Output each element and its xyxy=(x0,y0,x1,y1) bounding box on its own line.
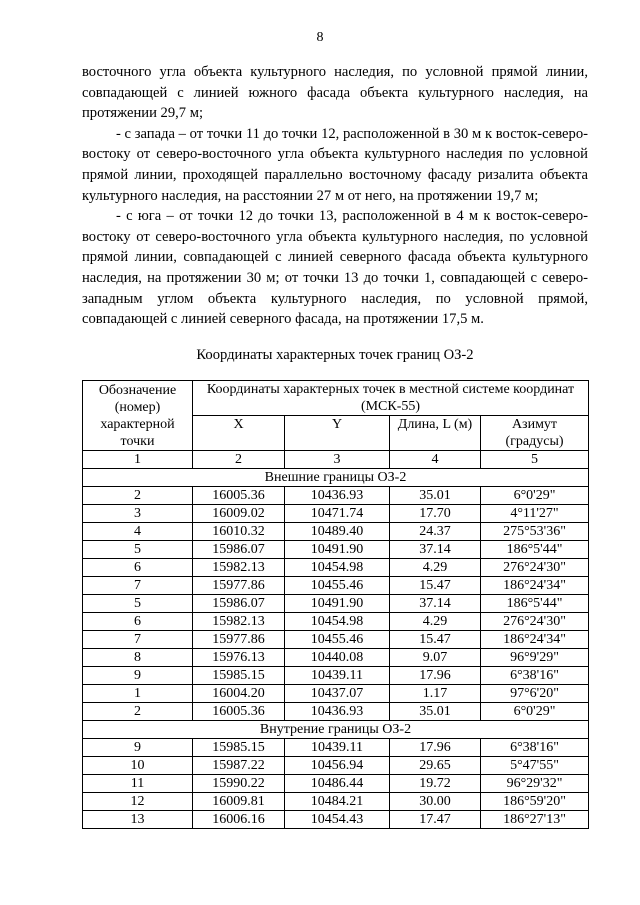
table-cell: 10439.11 xyxy=(285,739,390,757)
table-cell: 17.96 xyxy=(390,739,481,757)
table-cell: 30.00 xyxy=(390,793,481,811)
table-cell: 10471.74 xyxy=(285,505,390,523)
table-body xyxy=(83,451,589,829)
table-cell: 1 xyxy=(83,685,193,703)
column-index-row xyxy=(83,451,589,469)
table-cell: 12 xyxy=(83,793,193,811)
table-row xyxy=(83,811,589,829)
table-cell: 10436.93 xyxy=(285,703,390,721)
table-cell: 17.70 xyxy=(390,505,481,523)
table-cell: 3 xyxy=(285,451,390,469)
table-row xyxy=(83,559,589,577)
table-cell: 10491.90 xyxy=(285,595,390,613)
table-cell: 10484.21 xyxy=(285,793,390,811)
table-cell: 15977.86 xyxy=(193,631,285,649)
table-cell: 15986.07 xyxy=(193,541,285,559)
table-cell: 1 xyxy=(83,451,193,469)
table-cell: 4.29 xyxy=(390,613,481,631)
table-cell: 3 xyxy=(83,505,193,523)
table-cell: 15987.22 xyxy=(193,757,285,775)
table-cell: 276°24'30" xyxy=(481,613,589,631)
table-caption: Координаты характерных точек границ ОЗ-2 xyxy=(196,347,474,363)
table-cell: 10489.40 xyxy=(285,523,390,541)
table-cell: 2 xyxy=(83,487,193,505)
table-cell: 186°5'44" xyxy=(481,595,589,613)
table-cell: 6°0'29" xyxy=(481,487,589,505)
table-row xyxy=(83,775,589,793)
table-cell: 15976.13 xyxy=(193,649,285,667)
table-cell: 5 xyxy=(83,595,193,613)
table-cell: 276°24'30" xyxy=(481,559,589,577)
table-cell: 96°29'32" xyxy=(481,775,589,793)
header-point-designation: Обозначение (номер) характерной точки xyxy=(83,381,193,451)
table-cell: 186°24'34" xyxy=(481,631,589,649)
table-cell: 9.07 xyxy=(390,649,481,667)
table-cell: 10455.46 xyxy=(285,577,390,595)
table-cell: 10456.94 xyxy=(285,757,390,775)
table-cell: 15977.86 xyxy=(193,577,285,595)
table-cell: 16004.20 xyxy=(193,685,285,703)
section-inner-boundaries xyxy=(83,721,589,739)
table-row xyxy=(83,505,589,523)
table-cell: 6°38'16" xyxy=(481,739,589,757)
table-cell: 16005.36 xyxy=(193,487,285,505)
table-header-row xyxy=(83,381,589,416)
table-cell: 19.72 xyxy=(390,775,481,793)
paragraph-continuation: восточного угла объекта культурного наследия, по условной прямой линии, совпадающей с линией южного фасада объекта культурного наследия, на протяжении 29,7 м; xyxy=(82,64,588,122)
table-cell: 7 xyxy=(83,631,193,649)
body-text xyxy=(82,62,588,330)
table-cell: 10454.98 xyxy=(285,559,390,577)
table-cell: 24.37 xyxy=(390,523,481,541)
table-cell: 15990.22 xyxy=(193,775,285,793)
header-x: X xyxy=(193,416,285,451)
table-row xyxy=(83,649,589,667)
table-cell: 2 xyxy=(83,703,193,721)
table-cell: 16009.02 xyxy=(193,505,285,523)
section-outer-boundaries xyxy=(83,469,589,487)
table-cell: 4 xyxy=(83,523,193,541)
table-row xyxy=(83,793,589,811)
table-cell: 10437.07 xyxy=(285,685,390,703)
table-cell: 6°38'16" xyxy=(481,667,589,685)
header-y: Y xyxy=(285,416,390,451)
table-cell: 17.96 xyxy=(390,667,481,685)
table-row xyxy=(83,541,589,559)
table-cell: 11 xyxy=(83,775,193,793)
table-row xyxy=(83,523,589,541)
table-cell: 15.47 xyxy=(390,631,481,649)
table-cell: 35.01 xyxy=(390,487,481,505)
table-cell: 275°53'36" xyxy=(481,523,589,541)
table-cell: 10 xyxy=(83,757,193,775)
table-cell: 4°11'27" xyxy=(481,505,589,523)
table-cell: 15982.13 xyxy=(193,559,285,577)
table-cell: 15985.15 xyxy=(193,667,285,685)
coordinates-table xyxy=(82,380,589,829)
table-cell: 16009.81 xyxy=(193,793,285,811)
table-cell: 17.47 xyxy=(390,811,481,829)
table-row xyxy=(83,685,589,703)
section-title: Внутрение границы ОЗ-2 xyxy=(83,721,589,739)
table-row xyxy=(83,577,589,595)
paragraph-south-boundary: - с юга – от точки 12 до точки 13, расположенной в 4 м к восток-северо-востоку от северо-восточного угла объекта культурного наследия, по условной прямой линии, совпадающей с линией северного фасада объекта культурного наследия, на протяжении 30 м; от точки 13 до точки 1, совпадающей с северо-западным углом объекта культурного наследия, по условной прямой, совпадающей с линией северного фасада, на протяжении 17,5 м. xyxy=(82,208,588,328)
header-azimuth: Азимут (градусы) xyxy=(481,416,589,451)
table-cell: 37.14 xyxy=(390,541,481,559)
table-cell: 15982.13 xyxy=(193,613,285,631)
table-cell: 5°47'55" xyxy=(481,757,589,775)
table-cell: 9 xyxy=(83,739,193,757)
table-cell: 186°24'34" xyxy=(481,577,589,595)
table-row xyxy=(83,667,589,685)
table-row xyxy=(83,631,589,649)
table-cell: 97°6'20" xyxy=(481,685,589,703)
table-cell: 10491.90 xyxy=(285,541,390,559)
table-cell: 10455.46 xyxy=(285,631,390,649)
table-cell: 29.65 xyxy=(390,757,481,775)
table-cell: 5 xyxy=(481,451,589,469)
table-cell: 10486.44 xyxy=(285,775,390,793)
table-cell: 10454.98 xyxy=(285,613,390,631)
table-cell: 6 xyxy=(83,613,193,631)
table-cell: 5 xyxy=(83,541,193,559)
table-cell: 16006.16 xyxy=(193,811,285,829)
page-number: 8 xyxy=(316,30,324,45)
table-cell: 16005.36 xyxy=(193,703,285,721)
table-cell: 6°0'29" xyxy=(481,703,589,721)
table-cell: 8 xyxy=(83,649,193,667)
table-cell: 10439.11 xyxy=(285,667,390,685)
table-cell: 4.29 xyxy=(390,559,481,577)
table-cell: 10436.93 xyxy=(285,487,390,505)
table-cell: 10440.08 xyxy=(285,649,390,667)
table-cell: 35.01 xyxy=(390,703,481,721)
table-cell: 96°9'29" xyxy=(481,649,589,667)
table-cell: 16010.32 xyxy=(193,523,285,541)
table-row xyxy=(83,739,589,757)
table-cell: 186°5'44" xyxy=(481,541,589,559)
table-row xyxy=(83,487,589,505)
table-cell: 4 xyxy=(390,451,481,469)
table-cell: 186°27'13" xyxy=(481,811,589,829)
header-coordinates: Координаты характерных точек в местной системе координат (МСК-55) xyxy=(193,381,589,416)
table-cell: 15985.15 xyxy=(193,739,285,757)
table-cell: 7 xyxy=(83,577,193,595)
table-row xyxy=(83,757,589,775)
table-cell: 10454.43 xyxy=(285,811,390,829)
table-row xyxy=(83,703,589,721)
table-cell: 15986.07 xyxy=(193,595,285,613)
table-cell: 6 xyxy=(83,559,193,577)
table-cell: 37.14 xyxy=(390,595,481,613)
table-cell: 2 xyxy=(193,451,285,469)
table-row xyxy=(83,613,589,631)
header-length: Длина, L (м) xyxy=(390,416,481,451)
table-cell: 1.17 xyxy=(390,685,481,703)
paragraph-west-boundary: - с запада – от точки 11 до точки 12, расположенной в 30 м к восток-северо-востоку от северо-восточного угла объекта культурного наследия по условной прямой линии, проходящей параллельно восточному фасаду ризалита объекта культурного наследия, на расстоянии 27 м от него, на протяжении 19,7 м; xyxy=(82,125,588,204)
table-cell: 186°59'20" xyxy=(481,793,589,811)
table-cell: 15.47 xyxy=(390,577,481,595)
table-cell: 13 xyxy=(83,811,193,829)
table-row xyxy=(83,595,589,613)
section-title: Внешние границы ОЗ-2 xyxy=(83,469,589,487)
table-cell: 9 xyxy=(83,667,193,685)
